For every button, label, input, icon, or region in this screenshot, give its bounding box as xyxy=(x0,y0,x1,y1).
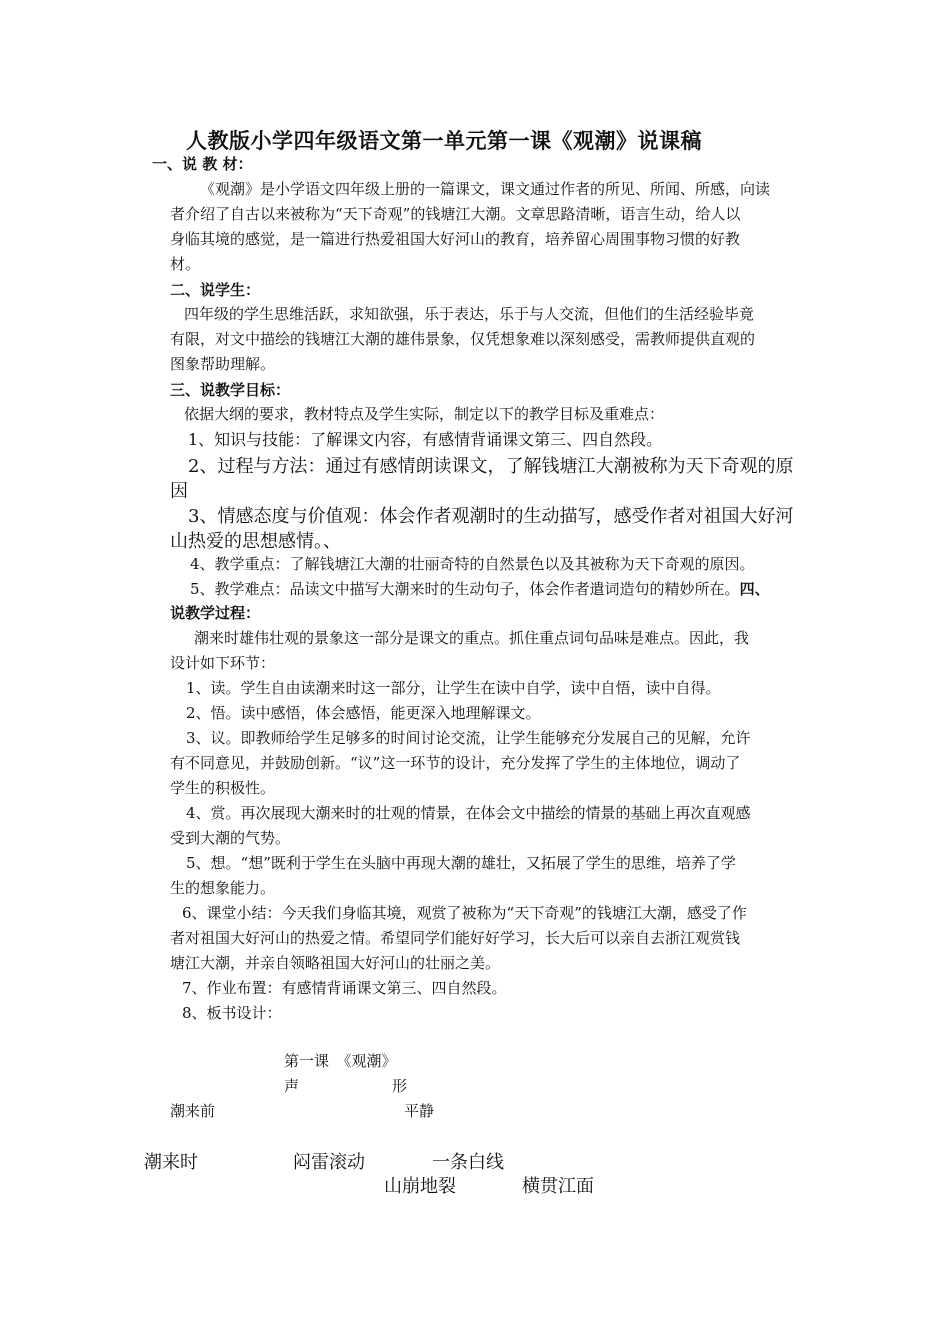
paragraph-line: 生的想象能力。 xyxy=(170,879,276,897)
goal-attitude: 3、情感态度与价值观：体会作者观潮时的生动描写，感受作者对祖国大好河 xyxy=(188,506,794,527)
goal-process-cont: 因 xyxy=(170,481,188,502)
section-heading-process: 说教学过程： xyxy=(170,604,261,622)
board-landslide: 山崩地裂 xyxy=(384,1176,456,1197)
board-across: 横贯江面 xyxy=(522,1176,594,1197)
paragraph-line: 设计如下环节： xyxy=(170,654,276,672)
goal-knowledge: 1、知识与技能：了解课文内容，有感情背诵课文第三、四自然段。 xyxy=(188,430,663,449)
board-before: 潮来前 xyxy=(170,1102,216,1120)
section-number-process: 四、 xyxy=(739,580,770,598)
paragraph-line: 潮来时雄伟壮观的景象这一部分是课文的重点。抓住重点词句品味是难点。因此，我 xyxy=(194,629,750,647)
paragraph-line: 有不同意见，并鼓励创新。“议”这一环节的设计，充分发挥了学生的主体地位，调动了 xyxy=(170,754,741,772)
step-imagine: 5、想。“想”既利于学生在头脑中再现大潮的雄壮，又拓展了学生的思维，培养了学 xyxy=(186,854,736,872)
paragraph-line: 图象帮助理解。 xyxy=(170,355,276,373)
board-thunder: 闷雷滚动 xyxy=(293,1152,365,1173)
section-heading-material: 一、说 教 材： xyxy=(152,155,253,173)
section-heading-goals: 三、说教学目标： xyxy=(170,381,291,399)
step-discuss: 3、议。即教师给学生足够多的时间讨论交流，让学生能够充分发展自己的见解，允许 xyxy=(186,729,751,747)
step-homework: 7、作业布置：有感情背诵课文第三、四自然段。 xyxy=(182,979,507,997)
goals-intro: 依据大纲的要求，教材特点及学生实际，制定以下的教学目标及重难点： xyxy=(184,405,665,423)
step-board-design: 8、板书设计： xyxy=(182,1004,282,1022)
board-white-line: 一条白线 xyxy=(432,1152,504,1173)
goal-key-point: 4、教学重点：了解钱塘江大潮的壮丽奇特的自然景色以及其被称为天下奇观的原因。 xyxy=(190,555,755,573)
board-sound: 声 xyxy=(284,1077,300,1095)
board-lesson-title: 第一课 《观潮》 xyxy=(284,1052,397,1070)
goal-process: 2、过程与方法：通过有感情朗读课文，了解钱塘江大潮被称为天下奇观的原 xyxy=(188,456,794,477)
paragraph-line: 学生的积极性。 xyxy=(170,779,276,797)
paragraph-line: 《观潮》是小学语文四年级上册的一篇课文，课文通过作者的所见、所闻、所感，向读 xyxy=(200,180,771,198)
paragraph-line: 者介绍了自古以来被称为“天下奇观”的钱塘江大潮。文章思路清晰，语言生动，给人以 xyxy=(170,205,741,223)
paragraph-line: 材。 xyxy=(170,255,201,273)
board-shape: 形 xyxy=(392,1077,408,1095)
paragraph-line: 者对祖国大好河山的热爱之情。希望同学们能好好学习，长大后可以亲自去浙江观赏钱 xyxy=(170,929,741,947)
paragraph-line: 四年级的学生思维活跃，求知欲强，乐于表达，乐于与人交流，但他们的生活经验毕竟 xyxy=(184,305,755,323)
section-heading-students: 二、说学生： xyxy=(170,281,261,299)
step-summary: 6、课堂小结：今天我们身临其境，观赏了被称为“天下奇观”的钱塘江大潮，感受了作 xyxy=(182,904,747,922)
goal-difficulty xyxy=(190,578,770,599)
page-title: 人教版小学四年级语文第一单元第一课《观潮》说课稿 xyxy=(186,129,702,153)
paragraph-line: 有限，对文中描绘的钱塘江大潮的雄伟景象，仅凭想象难以深刻感受，需教师提供直观的 xyxy=(170,330,756,348)
step-read: 1、读。学生自由读潮来时这一部分，让学生在读中自学，读中自悟，读中自得。 xyxy=(186,679,721,697)
step-appreciate: 4、赏。再次展现大潮来时的壮观的情景，在体会文中描绘的情景的基础上再次直观感 xyxy=(186,804,751,822)
step-understand: 2、悟。读中感悟，体会感悟，能更深入地理解课文。 xyxy=(186,704,541,722)
paragraph-line: 身临其境的感觉，是一篇进行热爱祖国大好河山的教育，培养留心周围事物习惯的好教 xyxy=(170,230,741,248)
paragraph-line: 塘江大潮，并亲自领略祖国大好河山的壮丽之美。 xyxy=(170,954,501,972)
board-calm: 平静 xyxy=(404,1102,435,1120)
board-during: 潮来时 xyxy=(144,1152,198,1173)
goal-difficulty-text: 5、教学难点：品读文中描写大潮来时的生动句子，体会作者遣词造句的精妙所在。 xyxy=(190,580,740,598)
paragraph-line: 受到大潮的气势。 xyxy=(170,829,291,847)
goal-attitude-cont: 山热爱的思想感情。、 xyxy=(170,531,341,552)
